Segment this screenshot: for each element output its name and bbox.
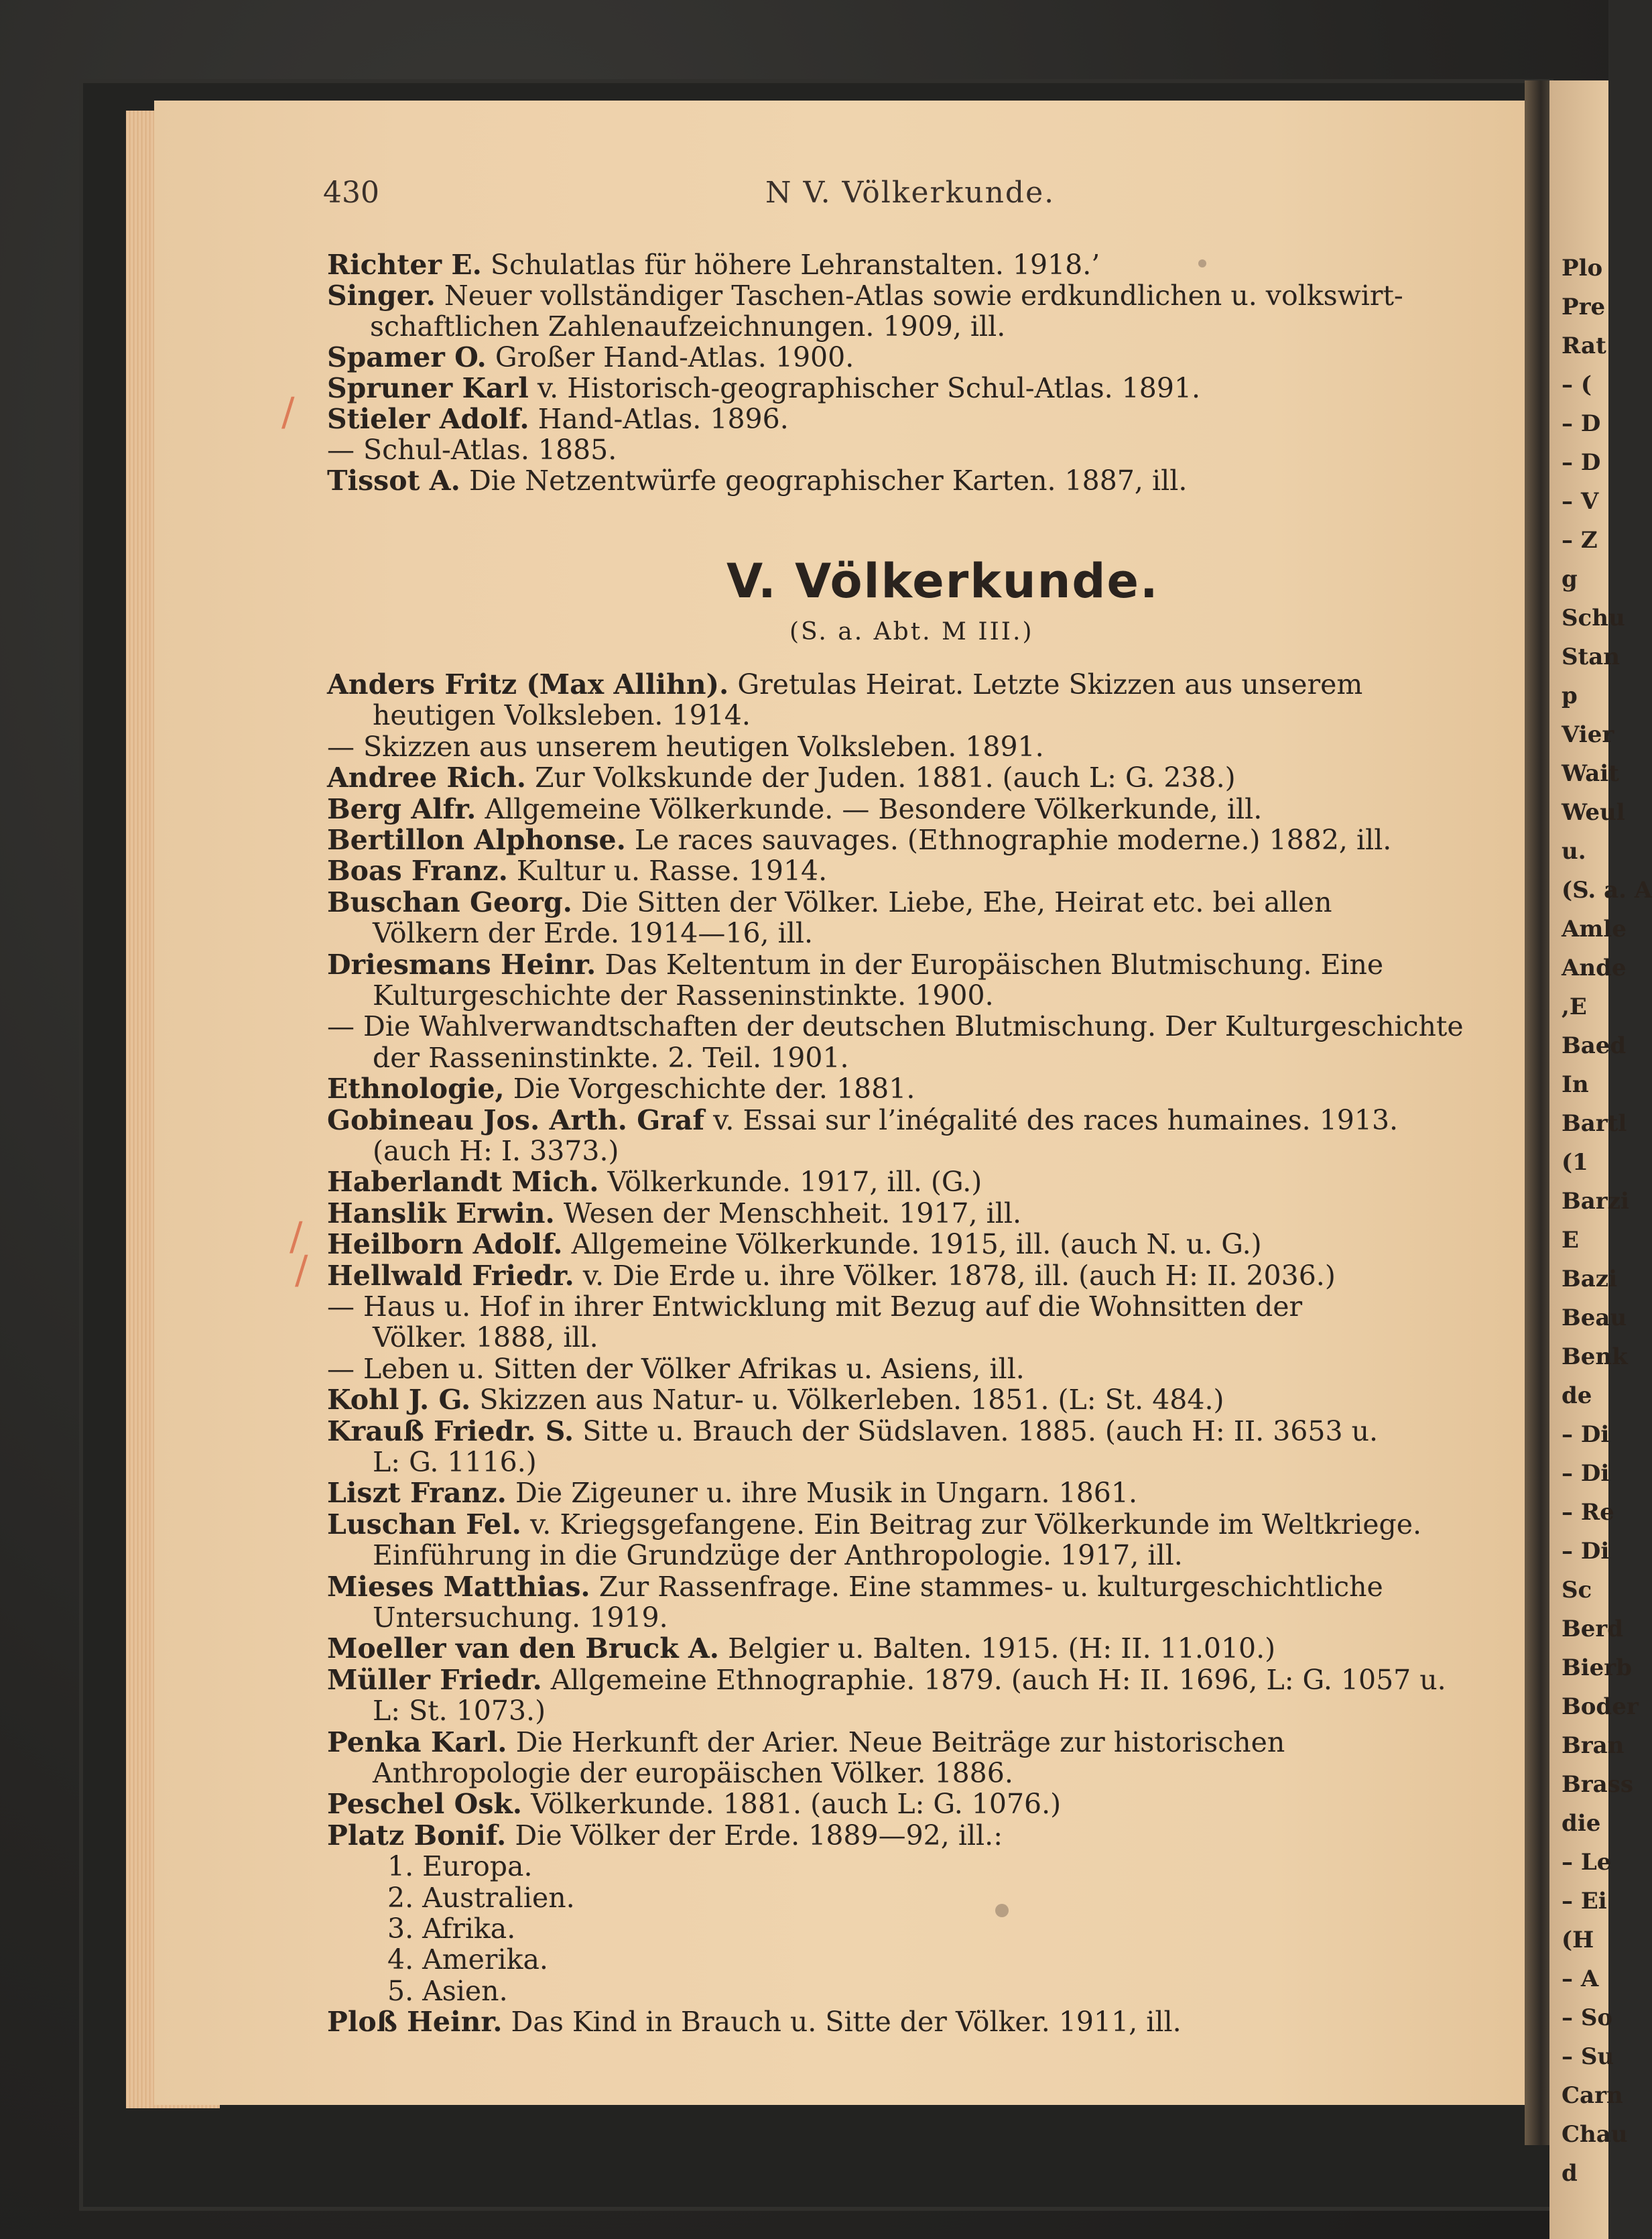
entry-text: 4. Amerika. <box>387 1943 548 1976</box>
entry-text: Skizzen aus Natur- u. Völkerleben. 1851. (L: St. 484.) <box>470 1384 1224 1416</box>
entry-text: Die Vorgeschichte der. 1881. <box>504 1073 915 1105</box>
entry-text: Die Völker der Erde. 1889—92, ill.: <box>506 1819 1003 1852</box>
entry-author: Anders Fritz (Max Allihn). <box>327 668 729 701</box>
entry-author: Spruner Karl <box>327 372 529 404</box>
entry-author: Hellwald Friedr. <box>327 1259 574 1292</box>
entry-author: Stieler Adolf. <box>327 403 529 435</box>
entry-line <box>327 373 1200 404</box>
entry-author: Mieses Matthias. <box>327 1570 590 1603</box>
next-page-fragment: Plo <box>1562 255 1603 282</box>
entry-author: Müller Friedr. <box>327 1663 542 1696</box>
next-page-fragment: Baed <box>1562 1032 1627 1059</box>
entry-author: Buschan Georg. <box>327 886 572 918</box>
entry-text: Kulturgeschichte der Rasseninstinkte. 1900. <box>373 979 994 1012</box>
section-subtitle: (S. a. Abt. M III.) <box>789 618 1034 646</box>
entry-author: Andree Rich. <box>327 762 527 794</box>
pencil-mark: / <box>295 1247 308 1292</box>
entry-line <box>327 1571 1383 1602</box>
next-page-fragment: Barzi <box>1562 1188 1629 1215</box>
entry-text: — Schul-Atlas. 1885. <box>327 434 617 466</box>
entry-line <box>327 949 1383 980</box>
next-page-fragment: Pre <box>1562 294 1606 320</box>
entry-line <box>373 980 994 1011</box>
entry-text: Die Sitten der Völker. Liebe, Ehe, Heirat etc. bei allen <box>572 886 1332 918</box>
entry-author: Ploß Heinr. <box>327 2006 503 2039</box>
entry-text: Sitte u. Brauch der Südslaven. 1885. (auch H: II. 3653 u. <box>574 1414 1379 1447</box>
entry-author: Berg Alfr. <box>327 792 476 825</box>
entry-author: Haberlandt Mich. <box>327 1166 599 1199</box>
next-page-fragment: Carn <box>1562 2082 1623 2109</box>
next-page-fragment: d <box>1562 2160 1578 2187</box>
entry-text: (auch H: I. 3373.) <box>373 1135 619 1167</box>
entry-text: Das Keltentum in der Europäischen Blutmischung. Eine <box>596 948 1384 981</box>
entry-line <box>327 465 1187 496</box>
running-head: N V. Völkerkunde. <box>765 176 1056 210</box>
next-page-fragment: Schu <box>1562 605 1625 631</box>
entry-line <box>327 794 1262 825</box>
page-header <box>323 176 1489 213</box>
entry-author: Liszt Franz. <box>327 1477 507 1510</box>
entry-line <box>327 855 827 886</box>
entry-text: heutigen Volksleben. 1914. <box>373 699 751 732</box>
entry-text: 1. Europa. <box>387 1850 533 1883</box>
entry-author: Peschel Osk. <box>327 1788 523 1821</box>
entry-text: Allgemeine Völkerkunde. 1915, ill. (auch N. u. G.) <box>562 1228 1262 1261</box>
entry-text: — Haus u. Hof in ihrer Entwicklung mit Bezug auf die Wohnsitten der <box>327 1290 1303 1323</box>
entry-text: Wesen der Menschheit. 1917, ill. <box>554 1197 1021 1229</box>
entry-text: Einführung in die Grundzüge der Anthropologie. 1917, ill. <box>373 1539 1183 1572</box>
entry-text: Völkerkunde. 1881. (auch L: G. 1076.) <box>522 1788 1062 1821</box>
entry-line <box>327 1633 1275 1664</box>
next-page-fragment: – V <box>1562 488 1599 515</box>
pencil-mark: / <box>290 1213 303 1259</box>
entry-author: Richter E. <box>327 249 482 281</box>
entry-line <box>327 1509 1421 1540</box>
entry-line <box>373 1322 598 1353</box>
entry-text: Allgemeine Ethnographie. 1879. (auch H: II. 1696, L: G. 1057 u. <box>542 1663 1446 1696</box>
next-page-fragment: Bierb <box>1562 1654 1632 1681</box>
entry-line <box>387 1976 508 2006</box>
entry-line <box>387 1944 548 1975</box>
entry-line <box>373 1136 619 1166</box>
entry-text: Gretulas Heirat. Letzte Skizzen aus unserem <box>728 668 1363 701</box>
entry-text: Schulatlas für höhere Lehranstalten. 1918.’ <box>481 249 1100 281</box>
next-page-fragment: Boder <box>1562 1693 1639 1720</box>
entry-author: Ethnologie, <box>327 1073 505 1105</box>
next-page-fragment: Rat <box>1562 332 1606 359</box>
entry-author: Tissot A. <box>327 465 460 497</box>
next-page-fragment: – D <box>1562 410 1601 437</box>
stain-spot <box>1198 259 1206 267</box>
entry-author: Driesmans Heinr. <box>327 948 596 981</box>
entry-line <box>327 404 789 434</box>
next-page-fragment: Sc <box>1562 1577 1592 1603</box>
entry-text: 5. Asien. <box>387 1974 508 2007</box>
entry-text: Allgemeine Völkerkunde. — Besondere Völkerkunde, ill. <box>476 792 1263 825</box>
entry-text: Zur Rassenfrage. Eine stammes- u. kulturgeschichtliche <box>590 1570 1383 1603</box>
entry-line <box>327 1291 1302 1322</box>
entry-line <box>327 1416 1378 1447</box>
entry-text: Die Herkunft der Arier. Neue Beiträge zur historischen <box>507 1726 1285 1758</box>
next-page-fragment: – Ei <box>1562 1888 1607 1915</box>
entry-line <box>387 1882 575 1913</box>
entry-author: Hanslik Erwin. <box>327 1197 555 1229</box>
entry-line <box>327 1105 1398 1136</box>
entry-text: Großer Hand-Atlas. 1900. <box>486 341 854 373</box>
entry-text: 3. Afrika. <box>387 1913 516 1945</box>
entry-text: Die Zigeuner u. ihre Musik in Ungarn. 1861. <box>506 1477 1137 1510</box>
entry-text: Hand-Atlas. 1896. <box>529 403 789 435</box>
next-page-fragment: (H <box>1562 1927 1594 1953</box>
next-page-fragment: – ( <box>1562 371 1592 398</box>
entry-line <box>373 1602 668 1633</box>
next-page-fragment: – Su <box>1562 2043 1614 2070</box>
next-page-fragment: – Di <box>1562 1421 1610 1448</box>
entry-line <box>327 1353 1025 1384</box>
next-page-fragment: – Di <box>1562 1538 1610 1565</box>
entry-line <box>327 669 1362 700</box>
entry-line <box>327 249 1100 280</box>
entry-author: Heilborn Adolf. <box>327 1228 563 1261</box>
next-page-fragment: E <box>1562 1227 1579 1254</box>
stain-spot <box>995 1904 1009 1917</box>
entry-line <box>373 918 813 949</box>
entry-line <box>327 1727 1285 1758</box>
entry-author: Luschan Fel. <box>327 1508 521 1540</box>
next-page-fragment: Benk <box>1562 1343 1628 1370</box>
next-page-fragment: Stan <box>1562 644 1621 670</box>
entry-line <box>327 342 854 373</box>
entry-author: Platz Bonif. <box>327 1819 507 1852</box>
entry-line <box>373 700 751 731</box>
next-page-fragment: Chau <box>1562 2121 1628 2148</box>
entry-line <box>327 762 1236 793</box>
entry-line <box>327 280 1403 311</box>
entry-line <box>373 1447 537 1477</box>
page-gutter <box>1525 80 1551 2145</box>
next-page-fragment: – D <box>1562 449 1601 476</box>
entry-text: Neuer vollständiger Taschen-Atlas sowie erdkundlichen u. volkswirt- <box>435 280 1403 312</box>
next-page-fragment: ,E <box>1562 993 1587 1020</box>
entry-text: v. Kriegsgefangene. Ein Beitrag zur Völkerkunde im Weltkriege. <box>521 1508 1422 1540</box>
next-page-fragment: – Re <box>1562 1499 1614 1526</box>
entry-author: Boas Franz. <box>327 855 508 888</box>
entry-line <box>327 1384 1224 1415</box>
next-page-fragment: (1 <box>1562 1149 1588 1176</box>
entry-author: Kohl J. G. <box>327 1384 471 1416</box>
entry-author: Spamer O. <box>327 341 487 373</box>
next-page-fragment: Ande <box>1562 955 1627 981</box>
next-page-fragment: Amle <box>1562 916 1627 943</box>
entry-text: Völkern der Erde. 1914—16, ill. <box>373 917 813 950</box>
next-page-fragment: p <box>1562 682 1578 709</box>
next-page-fragment: – So <box>1562 2004 1613 2031</box>
entry-line <box>327 1665 1446 1695</box>
next-page-fragment: g <box>1562 566 1578 593</box>
entry-text: v. Historisch-geographischer Schul-Atlas. 1891. <box>528 372 1201 404</box>
entry-text: L: St. 1073.) <box>373 1695 546 1728</box>
entry-line <box>387 1851 533 1882</box>
next-page-fragment: – A <box>1562 1965 1599 1992</box>
entry-text: schaftlichen Zahlenaufzeichnungen. 1909, ill. <box>370 310 1006 343</box>
entry-line <box>327 1011 1464 1042</box>
next-page-fragment: Wait <box>1562 760 1619 787</box>
entry-line <box>327 1166 982 1197</box>
entry-text: v. Die Erde u. ihre Völker. 1878, ill. (auch H: II. 2036.) <box>574 1259 1336 1292</box>
entry-line <box>327 731 1044 762</box>
entry-text: Völker. 1888, ill. <box>373 1321 598 1354</box>
entry-author: Gobineau Jos. Arth. Graf <box>327 1103 705 1136</box>
entry-line <box>327 1477 1137 1508</box>
next-page-fragment: Bran <box>1562 1732 1625 1759</box>
entry-text: Das Kind in Brauch u. Sitte der Völker. 1911, ill. <box>502 2006 1182 2039</box>
next-page-fragment: Berd <box>1562 1616 1624 1642</box>
entry-text: Le races sauvages. (Ethnographie moderne.) 1882, ill. <box>625 824 1392 856</box>
entry-line <box>373 1042 849 1073</box>
next-page-fragment: Bartl <box>1562 1110 1627 1137</box>
next-page-fragment: die <box>1562 1810 1601 1837</box>
entry-text: Die Netzentwürfe geographischer Karten. 1887, ill. <box>460 465 1188 497</box>
next-page-fragment: u. <box>1562 838 1586 865</box>
entry-text: — Leben u. Sitten der Völker Afrikas u. Asiens, ill. <box>327 1352 1025 1385</box>
entry-author: Krauß Friedr. S. <box>327 1414 574 1447</box>
entry-text: Anthropologie der europäischen Völker. 1886. <box>373 1757 1013 1789</box>
entry-text: — Die Wahlverwandtschaften der deutschen Blutmischung. Der Kulturgeschichte <box>327 1010 1464 1043</box>
entry-line <box>327 1229 1262 1260</box>
entry-line <box>373 1540 1183 1571</box>
next-page-fragment: Bazi <box>1562 1266 1617 1292</box>
entry-author: Penka Karl. <box>327 1726 507 1758</box>
entry-author: Bertillon Alphonse. <box>327 824 626 856</box>
entry-text: — Skizzen aus unserem heutigen Volksleben. 1891. <box>327 730 1044 763</box>
entry-line <box>327 2006 1182 2037</box>
entry-line <box>370 311 1005 342</box>
entry-text: L: G. 1116.) <box>373 1446 537 1478</box>
entry-text: Untersuchung. 1919. <box>373 1601 668 1634</box>
next-page-fragment: Beau <box>1562 1305 1627 1331</box>
entry-line <box>327 1789 1061 1819</box>
entry-line <box>327 1198 1021 1229</box>
entry-text: Zur Volkskunde der Juden. 1881. (auch L: G. 238.) <box>526 762 1236 794</box>
section-title: V. Völkerkunde. <box>726 554 1159 609</box>
entry-line <box>327 434 617 465</box>
entry-line <box>327 1820 1003 1851</box>
next-page-fragment: – Z <box>1562 527 1598 554</box>
entry-line <box>327 1260 1336 1291</box>
entry-text: 2. Australien. <box>387 1881 575 1914</box>
next-page-fragment: de <box>1562 1382 1592 1409</box>
entry-line <box>327 887 1332 918</box>
page-number: 430 <box>323 176 379 210</box>
next-page-fragment: Brass <box>1562 1771 1633 1798</box>
next-page-fragment: In <box>1562 1071 1589 1098</box>
entry-line <box>373 1758 1013 1789</box>
entry-text: Belgier u. Balten. 1915. (H: II. 11.010.) <box>719 1632 1276 1665</box>
entry-text: Völkerkunde. 1917, ill. (G.) <box>598 1166 982 1199</box>
entry-line <box>387 1913 515 1944</box>
entry-text: Kultur u. Rasse. 1914. <box>507 855 828 888</box>
entry-author: Singer. <box>327 280 436 312</box>
next-page-fragment: – Le <box>1562 1849 1612 1876</box>
entry-line <box>327 825 1391 855</box>
entry-author: Moeller van den Bruck A. <box>327 1632 720 1665</box>
next-page-fragment: Weul <box>1562 799 1625 826</box>
entry-text: der Rasseninstinkte. 2. Teil. 1901. <box>373 1041 849 1074</box>
pencil-mark: / <box>281 389 295 434</box>
next-page-fragment: (S. a. A <box>1562 877 1652 904</box>
entry-line <box>327 1073 915 1104</box>
entry-text: v. Essai sur l’inégalité des races humaines. 1913. <box>704 1103 1399 1136</box>
entry-line <box>373 1695 546 1726</box>
next-page-fragment: – Di <box>1562 1460 1610 1487</box>
next-page-fragment: Vier <box>1562 721 1614 748</box>
